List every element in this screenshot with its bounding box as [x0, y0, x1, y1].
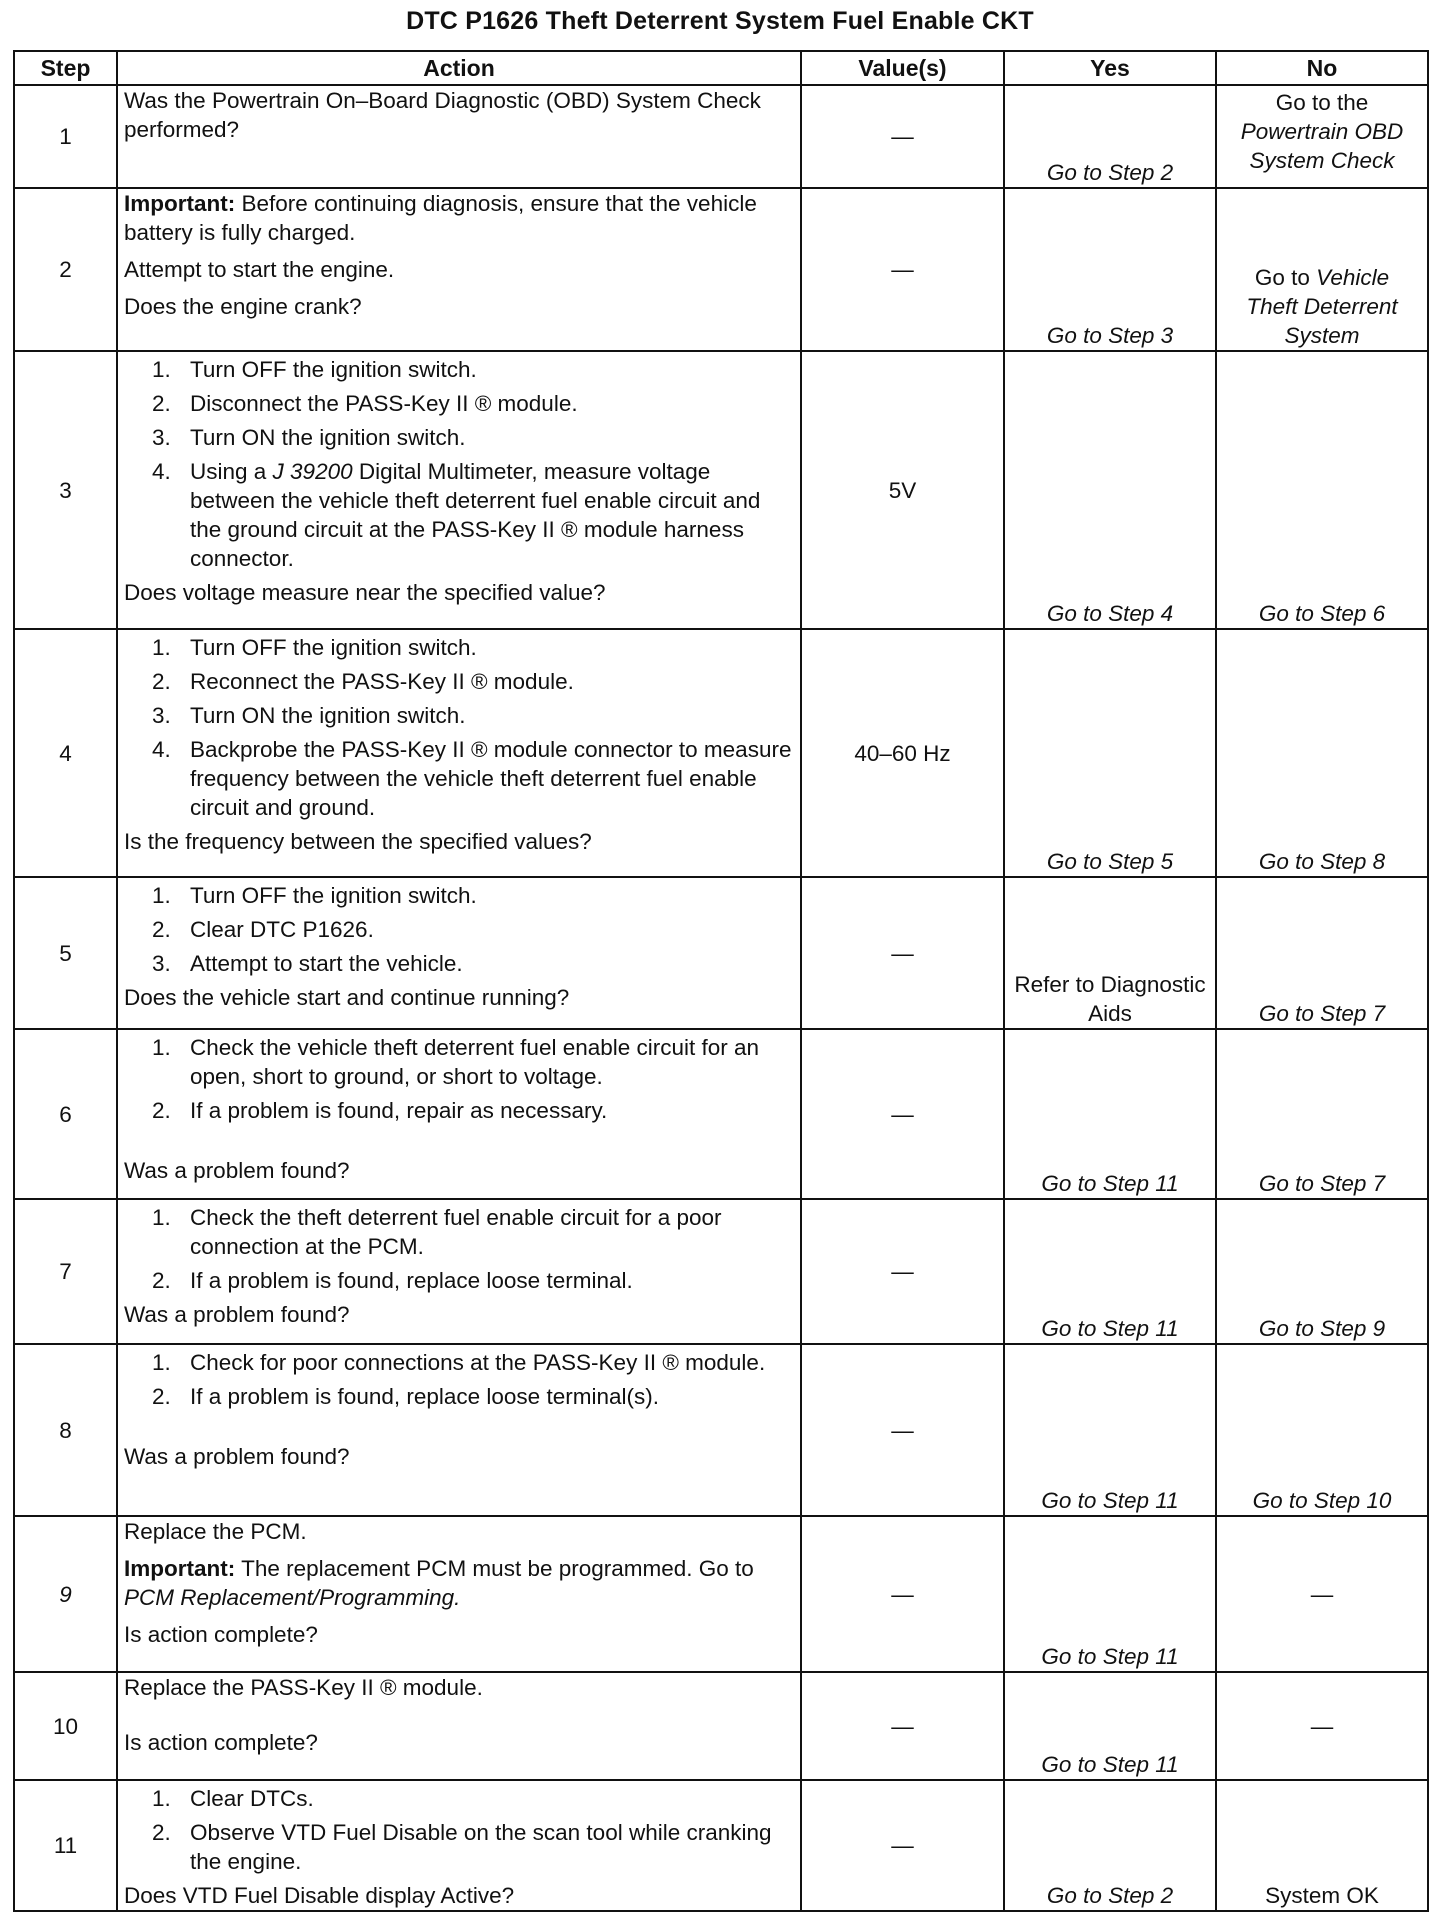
action-cell — [117, 1780, 801, 1911]
no-cell: Go to Step 7 — [1216, 877, 1428, 1029]
list-item: 1. Turn OFF the ignition switch. — [152, 357, 477, 382]
list-item: 2. Observe VTD Fuel Disable on the scan tool while cranking the engine. — [152, 1820, 772, 1874]
list-item: 1. Check the vehicle theft deterrent fuel enable circuit for an open, short to ground, or short to voltage. — [152, 1035, 760, 1089]
value-cell: — — [801, 877, 1004, 1029]
list-item: 1. Turn OFF the ignition switch. — [152, 883, 477, 908]
yes-cell: Go to Step 2 — [1004, 85, 1216, 188]
action-question: Is action complete? — [124, 1730, 318, 1755]
no-cell: Go to Vehicle Theft Deterrent System — [1216, 188, 1428, 351]
table-row — [14, 629, 1428, 877]
header-no: No — [1216, 51, 1428, 85]
table-header-row — [14, 51, 1428, 85]
yes-cell: Go to Step 11 — [1004, 1516, 1216, 1672]
action-cell — [117, 1516, 801, 1672]
action-cell — [117, 85, 801, 188]
header-value: Value(s) — [801, 51, 1004, 85]
table-row — [14, 1780, 1428, 1911]
action-question: Does the engine crank? — [124, 294, 362, 319]
step-number: 11 — [14, 1780, 117, 1911]
value-cell: 5V — [801, 351, 1004, 629]
yes-cell: Go to Step 11 — [1004, 1672, 1216, 1780]
list-item: 2. Clear DTC P1626. — [152, 917, 374, 942]
important-note: Important: The replacement PCM must be programmed. Go to PCM Replacement/Programming. — [124, 1556, 754, 1610]
step-number: 1 — [14, 85, 117, 188]
step-number: 4 — [14, 629, 117, 877]
yes-cell: Refer to Diagnostic Aids — [1004, 877, 1216, 1029]
list-item: 2. Disconnect the PASS-Key II ® module. — [152, 391, 578, 416]
step-number: 6 — [14, 1029, 117, 1199]
no-cell: — — [1216, 1672, 1428, 1780]
step-number: 10 — [14, 1672, 117, 1780]
page-title: DTC P1626 Theft Deterrent System Fuel Enable CKT — [406, 7, 1034, 35]
yes-cell: Go to Step 11 — [1004, 1199, 1216, 1344]
no-cell: Go to Step 10 — [1216, 1344, 1428, 1516]
action-paragraph: Attempt to start the engine. — [124, 257, 395, 282]
action-list — [124, 1784, 794, 1876]
action-question: Was a problem found? — [124, 1302, 350, 1327]
list-item: 1. Check for poor connections at the PASS-Key II ® module. — [152, 1350, 766, 1375]
action-question: Does VTD Fuel Disable display Active? — [124, 1883, 515, 1908]
no-cell: Go to Step 9 — [1216, 1199, 1428, 1344]
list-item: 2. If a problem is found, repair as necessary. — [152, 1098, 608, 1123]
action-list — [124, 355, 794, 573]
table-row — [14, 1344, 1428, 1516]
no-cell: Go to Step 6 — [1216, 351, 1428, 629]
yes-cell: Go to Step 11 — [1004, 1029, 1216, 1199]
action-question: Is the frequency between the specified values? — [124, 829, 592, 854]
yes-cell: Go to Step 11 — [1004, 1344, 1216, 1516]
value-cell: — — [801, 1780, 1004, 1911]
no-cell: — — [1216, 1516, 1428, 1672]
step-number: 7 — [14, 1199, 117, 1344]
yes-cell: Go to Step 4 — [1004, 351, 1216, 629]
step-number: 9 — [14, 1516, 117, 1672]
list-item: 1. Clear DTCs. — [152, 1786, 314, 1811]
value-cell: — — [801, 1199, 1004, 1344]
no-cell: Go to Step 7 — [1216, 1029, 1428, 1199]
table-row — [14, 188, 1428, 351]
step-number: 8 — [14, 1344, 117, 1516]
step-number: 3 — [14, 351, 117, 629]
action-list — [124, 1203, 794, 1295]
step-number: 2 — [14, 188, 117, 351]
header-step: Step — [14, 51, 117, 85]
important-note: Important: Before continuing diagnosis, ensure that the vehicle battery is fully charged. — [124, 191, 757, 245]
list-item: 4. Using a J 39200 Digital Multimeter, measure voltage between the vehicle theft deterrent fuel enable circuit and the ground circuit at the PASS-Key II ® module harness connector. — [152, 459, 761, 571]
table-row — [14, 1029, 1428, 1199]
value-cell: — — [801, 188, 1004, 351]
action-cell — [117, 1029, 801, 1199]
table-row — [14, 1199, 1428, 1344]
action-question: Does the vehicle start and continue running? — [124, 985, 570, 1010]
action-list — [124, 1348, 794, 1411]
list-item: 1. Check the theft deterrent fuel enable circuit for a poor connection at the PCM. — [152, 1205, 722, 1259]
list-item: 3. Attempt to start the vehicle. — [152, 951, 463, 976]
yes-cell: Go to Step 5 — [1004, 629, 1216, 877]
action-paragraph: Replace the PCM. — [124, 1519, 307, 1544]
diagnostic-table — [13, 50, 1429, 1912]
action-cell — [117, 188, 801, 351]
list-item: 4. Backprobe the PASS-Key II ® module connector to measure frequency between the vehicle theft deterrent fuel enable circuit and ground. — [152, 737, 792, 820]
action-cell — [117, 1672, 801, 1780]
table-row — [14, 877, 1428, 1029]
action-question: Was a problem found? — [124, 1444, 350, 1469]
no-cell: Go to the Powertrain OBD System Check — [1216, 85, 1428, 188]
action-list — [124, 633, 794, 822]
value-cell: 40–60 Hz — [801, 629, 1004, 877]
header-yes: Yes — [1004, 51, 1216, 85]
action-paragraph: Replace the PASS-Key II ® module. — [124, 1675, 483, 1700]
action-cell — [117, 351, 801, 629]
value-cell: — — [801, 1516, 1004, 1672]
step-number: 5 — [14, 877, 117, 1029]
action-question: Is action complete? — [124, 1622, 318, 1647]
list-item: 3. Turn ON the ignition switch. — [152, 425, 466, 450]
no-cell: Go to Step 8 — [1216, 629, 1428, 877]
action-list — [124, 881, 794, 978]
value-cell: — — [801, 1344, 1004, 1516]
action-question: Was the Powertrain On–Board Diagnostic (OBD) System Check performed? — [124, 88, 761, 142]
yes-cell: Go to Step 3 — [1004, 188, 1216, 351]
action-question: Does voltage measure near the specified value? — [124, 580, 606, 605]
table-row — [14, 351, 1428, 629]
table-row — [14, 1516, 1428, 1672]
yes-cell: Go to Step 2 — [1004, 1780, 1216, 1911]
header-action: Action — [117, 51, 801, 85]
no-cell: System OK — [1216, 1780, 1428, 1911]
table-row — [14, 1672, 1428, 1780]
list-item: 3. Turn ON the ignition switch. — [152, 703, 466, 728]
list-item: 2. If a problem is found, replace loose terminal(s). — [152, 1384, 659, 1409]
list-item: 2. If a problem is found, replace loose terminal. — [152, 1268, 633, 1293]
table-row — [14, 85, 1428, 188]
action-cell — [117, 629, 801, 877]
action-list — [124, 1033, 794, 1125]
action-question: Was a problem found? — [124, 1158, 350, 1183]
value-cell: — — [801, 85, 1004, 188]
action-cell — [117, 1344, 801, 1516]
value-cell: — — [801, 1029, 1004, 1199]
list-item: 2. Reconnect the PASS-Key II ® module. — [152, 669, 574, 694]
action-cell — [117, 1199, 801, 1344]
action-cell — [117, 877, 801, 1029]
value-cell: — — [801, 1672, 1004, 1780]
list-item: 1. Turn OFF the ignition switch. — [152, 635, 477, 660]
